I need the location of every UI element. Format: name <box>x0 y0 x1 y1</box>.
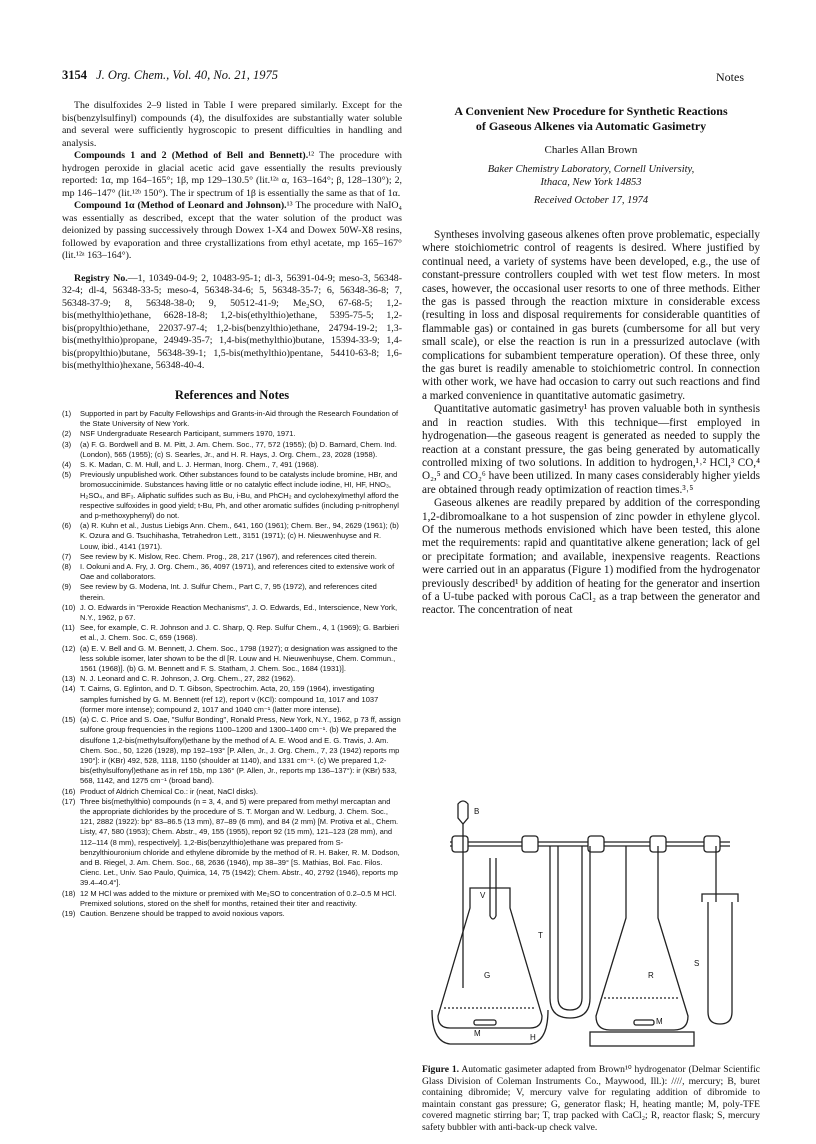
reference-item <box>62 797 402 889</box>
reference-item <box>62 684 402 715</box>
method-paragraph-leonard <box>62 200 402 263</box>
reference-number: (5) <box>62 470 72 480</box>
reference-item <box>62 909 402 919</box>
label-b: B <box>474 807 480 816</box>
stopcock-1 <box>452 836 468 852</box>
reference-item <box>62 582 402 602</box>
reference-number: (13) <box>62 674 76 684</box>
right-column <box>422 100 760 618</box>
affiliation-line-2: Ithaca, New York 14853 <box>540 176 642 188</box>
bubbler-cap <box>702 894 738 902</box>
author-name: Charles Allan Brown <box>544 144 638 156</box>
reference-text: T. Cairns, G. Eglinton, and D. T. Gibson, Spectrochim. Acta, 20, 159 (1964), investigating samples furnished by G. M. Bennett (ref 12), report ν (KCl): compound 1α, 1017 and 1037 (former more intense); compound 2, 1017 and 1040 cm⁻¹ (latter more intense). <box>80 684 379 714</box>
u-tube-inner <box>558 846 582 1010</box>
left-column <box>62 100 402 919</box>
stopcock-5 <box>704 836 720 852</box>
reference-item <box>62 521 402 552</box>
method-heading-bell: Compounds 1 and 2 (Method of Bell and Bennett). <box>74 150 309 161</box>
reference-number: (11) <box>62 623 75 633</box>
reference-number: (3) <box>62 439 72 449</box>
body-paragraph-1: Syntheses involving gaseous alkenes often prove problematic, especially where stoichiometric control of reagents is desired. Where justified by continual need, a variety of systems have been developed, e.g., the use of constant-pressure controllers coupled with wet test flow meters. In most cases, however, the occasional user resorts to one of three methods. Either the gas is passed through the reaction mixture in considerable excess (resulting in loss and disposal requirements for considerable quantities of flammable gas) or contained in gas burets (cumbersome for all but very small scale), or else the reaction is run in a pressurized autoclave (with complications for subambient temperature operation). Of these three, only the gas buret is readily amenable to stoichiometric control. In connection with other work, we have had occasion to carry out such reactions and find a marked convenience in quantitative automatic gasimetry. <box>422 229 760 402</box>
running-header <box>62 68 278 83</box>
body-paragraph-2: Quantitative automatic gasimetry¹ has proven valuable both in synthesis and in reaction studies. With this technique—first employed in hydrogenation—the gaseous reagent is generated as needed to supply the reaction at a constant pressure, the gas being generated by automatically controlled mixing of two solutions. In addition to hydrogen,¹˒² HCl,³ CO,⁴ O₂,⁵ and CO₂⁶ have been utilized. In many cases considerably higher yields are obtained through ready optimization of reaction times.³˒⁵ <box>422 403 760 496</box>
reference-text: S. K. Madan, C. M. Hull, and L. J. Herman, Inorg. Chem., 7, 491 (1968). <box>80 460 319 470</box>
bubbler-body <box>708 902 732 1024</box>
reactor-flask <box>596 846 688 1030</box>
reference-number: (17) <box>62 796 76 806</box>
body-paragraph-3: Gaseous alkenes are readily prepared by addition of the corresponding 1,2-dibromoalkane to a hot suspension of zinc powder in ethylene glycol. Of the numerous methods envisioned which have been tested, this alone met the requirements: rapid and quantitative alkene generation; lack of gel or precipitate formation; and available, inexpensive reagents. Reactions were carried out in an apparatus (Figure 1) modified from the hydrogenator previously described¹ by addition of heating for the generator and insertion of a U-tube packed with porous CaCl₂ as a trap between the generator and reactor. The concentration of neat <box>422 497 760 617</box>
reference-item <box>62 715 402 786</box>
reference-number: (15) <box>62 715 76 725</box>
reference-text: I. Ookuni and A. Fry, J. Org. Chem., 36, 4097 (1971), and references cited to extensive work of Oae and collaborators. <box>80 562 395 582</box>
reference-number: (8) <box>62 562 72 572</box>
label-m-generator: M <box>474 1029 481 1038</box>
label-h: H <box>530 1033 536 1042</box>
reference-number: (19) <box>62 908 76 918</box>
stopcock-2 <box>522 836 538 852</box>
affiliation-line-1: Baker Chemistry Laboratory, Cornell University, <box>487 163 695 175</box>
reference-text: Caution. Benzene should be trapped to avoid noxious vapors. <box>80 908 285 918</box>
apparatus-diagram <box>430 798 750 1060</box>
reference-text: Supported in part by Faculty Fellowships and Grants-in-Aid through the Research Foundation of the State University of New York. <box>80 409 399 429</box>
method-paragraph-bell <box>62 150 402 200</box>
label-m-reactor: M <box>656 1017 663 1026</box>
registry-paragraph <box>62 273 402 373</box>
reference-item <box>62 460 402 470</box>
reference-item <box>62 440 402 460</box>
page-number: 3154 <box>62 68 87 82</box>
received-date: Received October 17, 1974 <box>533 194 649 206</box>
figure-caption-label: Figure 1. <box>422 1064 460 1075</box>
reference-number: (16) <box>62 786 76 796</box>
article-title <box>422 104 760 134</box>
buret-bulb <box>458 801 468 824</box>
reference-number: (6) <box>62 521 72 531</box>
reference-item <box>62 552 402 562</box>
reference-item <box>62 409 402 429</box>
reference-text: (a) F. G. Bordwell and B. M. Pitt, J. Am. Chem. Soc., 77, 572 (1955); (b) D. Barnard, Chem. Ind. (London), 565 (1955); (c) S. Searles, Jr., and H. R. Hays, J. Org. Chem., 23, 2028 (1958). <box>80 439 397 459</box>
affiliation <box>422 163 760 189</box>
title-line-2: of Gaseous Alkenes via Automatic Gasimetry <box>475 119 707 133</box>
reference-number: (9) <box>62 582 72 592</box>
label-s: S <box>694 959 700 968</box>
label-t: T <box>538 931 543 940</box>
reference-text: (a) C. C. Price and S. Oae, "Sulfur Bonding", Ronald Press, New York, N.Y., 1962, p 73 ff, assign sulfone group frequencies in the regions 1100–1200 and 1300–1400 cm⁻¹. (b) We prepared the disulfone 1,2-bis(methylsulfonyl)ethane by the method of A. E. Wood and E. G. Travis, J. Am. Chem. Soc., 50, 1226 (1928), mp 192–193° [P. Allen, Jr., J. Org. Chem., 7, 23 (1942) reports mp 190°]: ir (KBr) 492, 528, 1118, 1150 (shoulder at 1140), and 1331 cm⁻¹. (c) We prepared 1,2-bis(ethylsulfonyl)ethane as in ref 15b, mp 136° (P. Allen, Jr., reports mp 136–137°): ir (KBr) 533, 568, 1142, and 1275 cm⁻¹ (broad band). <box>80 715 401 786</box>
reference-text: Product of Aldrich Chemical Co.: ir (neat, NaCl disks). <box>80 786 258 796</box>
reference-item <box>62 470 402 521</box>
registry-heading: Registry No. <box>74 272 128 284</box>
reference-item <box>62 644 402 675</box>
reference-item <box>62 603 402 623</box>
references-title: References and Notes <box>174 387 290 402</box>
reference-number: (14) <box>62 684 76 694</box>
reference-text: J. O. Edwards in "Peroxide Reaction Mechanisms", J. O. Edwards, Ed., Interscience, New York, N.Y., 1962, p 67. <box>80 602 398 623</box>
title-line-1: A Convenient New Procedure for Synthetic Reactions <box>454 104 728 118</box>
section-label: Notes <box>716 70 744 84</box>
reference-number: (7) <box>62 551 72 561</box>
reference-item <box>62 889 402 909</box>
journal-citation: J. Org. Chem., Vol. 40, No. 21, 1975 <box>96 68 278 82</box>
reference-text: Three bis(methylthio) compounds (n = 3, 4, and 5) were prepared from methyl mercaptan and the appropriate dichlorides by the procedure of S. T. Morgan and W. Ledburg, J. Chem. Soc., 121, 2882 (1922): bp° 83–86.5 (13 mm), 87–89 (6 mm), and 84 (2 mm) [M. Protiva et al., Chem. Listy, 47, 580 (1953); Chem. Abstr., 49, 155 (1955), report 92 (15 mm), 121–123 (28 mm), and 112–114 (8 mm), respectively]. 1,2-Bis(benzylthio)ethane was prepared from S-benzylthiouronium chloride and ethylene dibromide by the method of R. H. Baker, R. M. Dodson, and B. Riegel, J. Am. Chem. Soc., 68, 2636 (1946), mp 38–39° [S. Mathias, Bol. Fac. Filos. Cienc. Let., Univ. Sao Paulo, Quimica, 14, 75 (1942); Chem. Abstr., 40, 2792 (1946), reports mp 39.4–40.4°]. <box>80 796 400 888</box>
reference-number: (10) <box>62 602 76 612</box>
label-r: R <box>648 971 654 980</box>
reference-item <box>62 562 402 582</box>
method-text-leonard: ¹³ The procedure with NaIO₄ was essentially as described, except that the water solution of the product was deionized by passing successively through Dowex 1-X4 and Dowex 50W-X8 resins, followed by evaporation and three crystallizations from ethyl acetate, mp 165–167° (lit.¹²ᵃ 163–164°). <box>62 200 402 261</box>
stir-bar-reactor <box>634 1020 654 1025</box>
reference-text: NSF Undergraduate Research Participant, summers 1970, 1971. <box>80 429 296 439</box>
reference-item <box>62 429 402 439</box>
label-g: G <box>484 971 491 980</box>
method-text-bell: ¹² The procedure with hydrogen peroxide in glacial acetic acid gave essentially the results previously reported: 1α, mp 164–165°; 1β, mp 129–130.5° (lit.¹²ᵃ α, 163–164°; β, 128–130°); 2, mp 146–147° (lit.¹²ᵇ 150°). The ir spectrum of 1β is essentially the same as that of 1α. <box>62 150 402 199</box>
stir-bar-generator <box>474 1020 496 1025</box>
reference-text: See review by G. Modena, Int. J. Sulfur Chem., Part C, 7, 95 (1972), and references cited therein. <box>80 582 377 602</box>
reference-item <box>62 623 402 643</box>
reference-text: See, for example, C. R. Johnson and J. C. Sharp, Q. Rep. Sulfur Chem., 4, 1 (1969); G. Barbieri et al., J. Chem. Soc. C, 659 (1968). <box>80 623 399 643</box>
references-list <box>62 409 402 919</box>
reference-number: (18) <box>62 888 76 898</box>
valve-tip <box>490 916 496 919</box>
reference-text: (a) R. Kuhn et al., Justus Liebigs Ann. Chem., 641, 160 (1961); Chem. Ber., 94, 2629 (1961); (b) K. Ozura and G. Tsuchihasha, Tetrahedron Lett., 3151 (1971); (c) H. Nieuwenhuyse and R. Louw, ibid., 4141 (1971). <box>80 521 399 551</box>
reference-text: N. J. Leonard and C. R. Johnson, J. Org. Chem., 27, 282 (1962). <box>80 674 296 684</box>
reference-number: (12) <box>62 643 76 653</box>
reference-text: (a) E. V. Bell and G. M. Bennett, J. Chem. Soc., 1798 (1927); α designation was assigned to the less soluble isomer, later shown to be the dl [R. Louw and H. Nieuwenhuyse, Chem. Commun., 1561 (1968)]. (b) G. M. Bennett and F. S. Statham, J. Chem. Soc., 1684 (1931)]. <box>80 643 398 674</box>
method-heading-leonard: Compound 1α (Method of Leonard and Johnson). <box>74 200 287 211</box>
figure-caption-text: Automatic gasimeter adapted from Brown¹⁰ hydrogenator (Delmar Scientific Glass Division of Coleman Instruments Co., Maywood, Ill.): ////, mercury; B, buret containing dibromide; V, mercury valve for regulating addition of dibromide to maintain constant gas pressure; G, generator flask; H, heating mantle; M, poly-TFE covered magnetic stirring bar; T, trap packed with CaCl₂; R, reactor flask; S, mercury safety bubbler with anti-back-up check valve. <box>422 1064 760 1133</box>
reference-item <box>62 787 402 797</box>
reference-text: 12 M HCl was added to the mixture or premixed with Me₂SO to concentration of 0.2–0.5 M HCl. Premixed solutions, stored on the shelf for months, retained their titer and reactivity. <box>80 888 397 908</box>
figure-caption <box>422 1064 760 1134</box>
u-tube-trap <box>550 846 590 1018</box>
reference-number: (4) <box>62 460 72 470</box>
article-body <box>422 229 760 618</box>
stirrer-base <box>590 1032 694 1046</box>
reference-text: Previously unpublished work. Other substances found to be catalysts include bromine, HBr, and bromosuccinimide. Substances having little or no catalytic effect include iodine, HI, HF, HNO₃, H₂SO₄, and BF₃. Aliphatic sulfides such as Bu, i-Bu, and PhCH₂ and cyclohexylmethyl afford the respective sulfoxides in good yield; t-Bu, Ph, and other aromatic sulfides (including p-nitrophenyl and p-methoxyphenyl) do not. <box>80 470 399 521</box>
reference-number: (1) <box>62 409 72 418</box>
intro-paragraph: The disulfoxides 2–9 listed in Table I were prepared similarly. Except for the bis(benzylsulfinyl) compounds (4), the disulfoxides are substantially water soluble and several were sufficiently hygroscopic to present difficulties in handling and analysis. <box>62 100 402 149</box>
reference-item <box>62 674 402 684</box>
reference-text: See review by K. Mislow, Rec. Chem. Prog., 28, 217 (1967), and references cited therein. <box>80 551 377 561</box>
registry-numbers: —1, 10349-04-9; 2, 10483-95-1; dl-3, 56391-04-9; meso-3, 56348-32-4; dl-4, 56348-33-5; meso-4, 56348-34-6; 5, 56348-35-7; 6, 56348-36-8; 7, 56348-37-9; 8, 56348-38-0; 9, 50512-41-9; Me₂SO, 67-68-5; 1,2-bis(methylthio)ethane, 6628-18-8; 1,2-bis(ethylthio)ethane, 5395-75-5; 1,2-bis(propylthio)ethane, 22037-97-4; 1,2-bis(benzylthio)ethane, 24794-19-2; 1,3-bis(methylthio)propane, 24949-35-7; 1,4-bis(methylthio)butane, 15394-33-9; 1,4-bis(propylthio)butane, 56348-39-1; 1,5-bis(methylthio)pentane, 54410-63-8; 1,6-bis(methylthio)hexane, 56348-40-4. <box>62 272 402 371</box>
label-v: V <box>480 891 486 900</box>
reference-number: (2) <box>62 429 72 439</box>
